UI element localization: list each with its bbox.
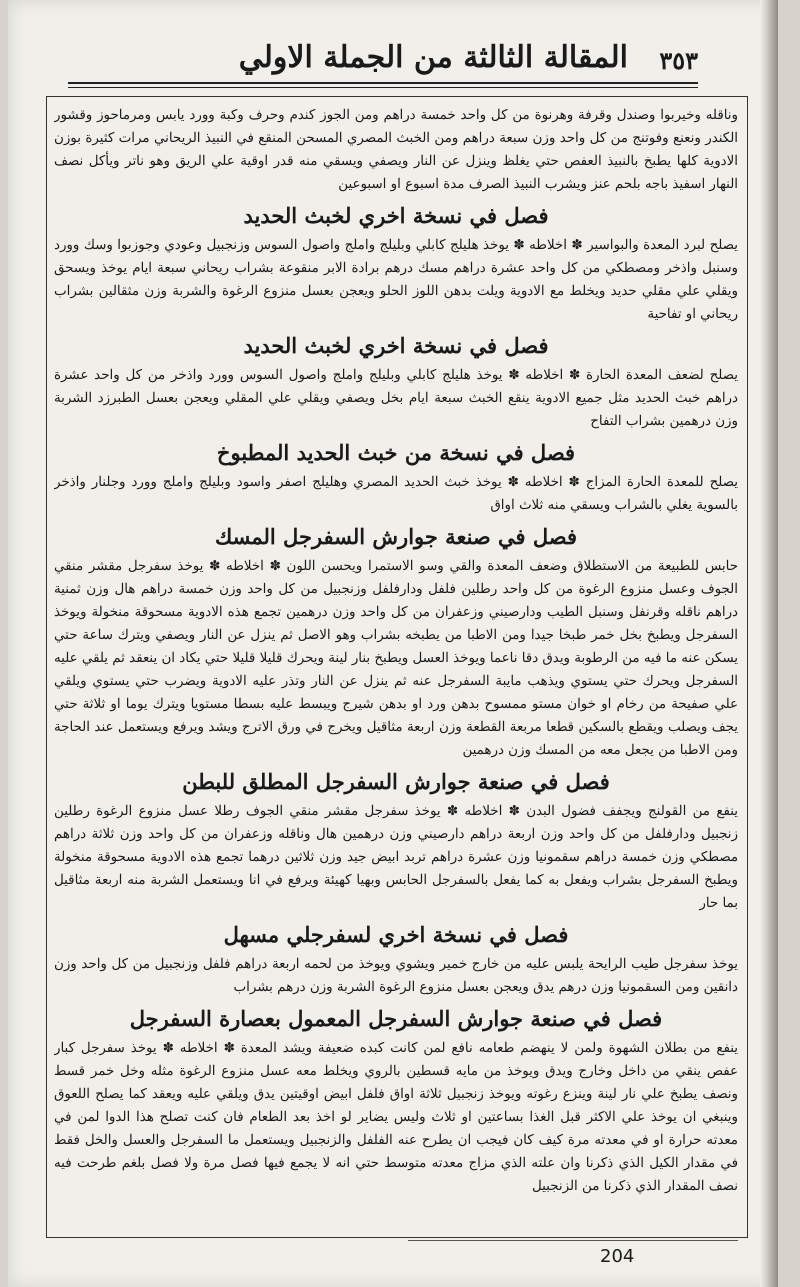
section-heading-2: فصل في نسخة اخري لخبث الحديد	[243, 333, 549, 358]
section-text-4: حابس للطبيعة من الاستطلاق وضعف المعدة والقي وسو الاستمرا ويحسن اللون ✽ اخلاطه ✽ يوخذ سفرجل مقشر منقي الجوف وعسل منزوع الرغوة من كل واحد رطلين فلفل ودارفلفل وزنجبيل من كل واحد وزن خمسة دراهم هال وزن ثمنية دراهم ناقله وقرنفل وسنبل الطيب ودارصيني وزعفران من كل واحد وزن درهمين تجمع هذه الادوية مسحوقة منخولة ويوخذ السفرجل ويطبخ بخل خمر طبخا جيدا ومن الاطبا من يطبخه بشراب وهو الاصل ثم ينزل عن النار ويصفي ويترك ساعة حتي يسكن عنه ما فيه من الرطوبة ويدق دقا ناعما ويوخذ العسل ويطبخ بنار لينة ويحرك قليلا قليلا حتي يكاد ان ينعقد ثم يلقي عليه السفرجل ويحرك حتي يستوي ويذهب مايبة السفرجل عنه ثم ينزل عن النار وتذر عليه الادوية ويضرب حتي يستوي ويلقي علي صفيحة من رخام او خوان مستو ممسوح بدهن ورد او بدهن شيرج ويبسط عليه بسطا مستويا ويترك يوما او ثلاثة حتي يجف ويصلب ويقطع بالسكين قطعا مربعة القطعة وزن اربعة مثاقيل ويخرج في ورق الاترج ويشد ويرفع ويستعمل عند الحاجة ومن الاطبا من يجعل معه من المسك وزن درهمين	[54, 559, 738, 758]
header-page-number: ٣٥٣	[659, 46, 698, 75]
section-text-5: ينفع من القولنج ويجفف فضول البدن ✽ اخلاطه ✽ يوخذ سفرجل مقشر منقي الجوف رطلا عسل منزوع الرغوة رطلين زنجبيل ودارفلفل من كل واحد وزن اربعة دراهم دارصيني وزن درهمين هال وناقله وزعفران من كل واحد وزن ثلاثة دراهم مصطكي وزن خمسة دراهم سقمونيا وزن عشرة دراهم تربد ابيض جيد وزن ثلاثين درهما تجمع هذه الادوية مسحوقة منخولة ويطبخ السفرجل بشراب ويفعل به كما يفعل بالسفرجل الحابس وبهيا كهيئة ويرفع في انا ويستعمل الشربة منه اربعة مثاقيل بما حار	[54, 804, 738, 911]
book-spine-shadow	[760, 0, 778, 1287]
section-text-1: يصلح لبرد المعدة والبواسير ✽ اخلاطه ✽ يوخذ هليلج كابلي وبليلج واملج واصول السوس وزنجبيل وعودي وجوزبوا وسك وورد وسنبل واذخر ومصطكي من كل واحد عشرة دراهم مسك درهم برادة الابر منقوعة بشراب ريحاني سبعة ايام يوخذ ويسحق ويقلي علي مقلي حديد ويخلط مع الادوية ويلت بدهن اللوز الحلو ويعجن بعسل منزوع الرغوة والشربة وزن مثقالين بشراب ريحاني او تفاحية	[54, 238, 738, 322]
page-header	[68, 28, 698, 88]
footer-page-number: 204	[600, 1246, 635, 1267]
section-heading-4: فصل في صنعة جوارش السفرجل المسك	[214, 524, 578, 549]
section-heading-5: فصل في صنعة جوارش السفرجل المطلق للبطن	[182, 769, 610, 794]
book-page	[8, 0, 778, 1287]
text-body	[54, 104, 738, 1234]
section-text-3: يصلح للمعدة الحارة المزاج ✽ اخلاطه ✽ يوخذ خبث الحديد المصري وهليلج اصفر واسود وبليلج واملج وورد وجلنار واذخر بالسوية يغلي بالشراب ويسقي منه ثلاث اواق	[54, 475, 738, 513]
running-title: المقالة الثالثة من الجملة الاولي	[238, 40, 628, 75]
section-text-6: يوخذ سفرجل طيب الرايحة يلبس عليه من خارج خمير ويشوي ويوخذ من لحمه اربعة دراهم فلفل وزنجبيل من كل واحد وزن دانقين ومن السقمونيا وزن درهم يدق ويعجن بعسل منزوع الرغوة الشربة وزن درهم بشراب	[54, 957, 738, 995]
section-text-7: ينفع من بطلان الشهوة ولمن لا ينهضم طعامه نافع لمن كانت كبده ضعيفة ويشد المعدة ✽ اخلاطه ✽ يوخذ سفرجل كبار عفص ينقي من داخل وخارج ويدق ويوخذ من مايه قسطين بالروي ويخلط معه عسل منزوع الرغوة مثله وخل خمر قسط ونصف يطبخ علي نار لينة وينزع رغوته ويوخذ زنجبيل ثلاثة اواق فلفل ابيض اوقيتين يدق ويلقي عليه ويعقد كما يصلح اللعوق وينبغي ان يوخذ علي الاكثر قبل الغذا بساعتين او ثلاث وليس يضاير لو اخذ بعد الطعام فان كنت تصلح هذا الدوا لمن في معدته حرارة او في معدته مرة كيف كان فيجب ان يطرح عنه الفلفل والزنجبيل ويستعمل ما السفرجل والعسل والخل فقط في مقدار الكيل الذي ذكرنا وان علته الذي مزاج معدته متوسط حتي انه لا يجمع فيها فصل مرة ولا فصل بلغم طرحت فيه نصف المقدار الذي ذكرنا من الزنجبيل	[54, 1041, 738, 1194]
header-rule	[68, 82, 698, 88]
section-heading-1: فصل في نسخة اخري لخبث الحديد	[243, 203, 549, 228]
section-heading-3: فصل في نسخة من خبث الحديد المطبوخ	[216, 440, 576, 465]
footer-rule	[408, 1240, 738, 1241]
section-text-2: يصلح لضعف المعدة الحارة ✽ اخلاطه ✽ يوخذ هليلج كابلي وبليلج واملج واصول السوس وورد واذخر من كل واحد عشرة دراهم خبث الحديد مثل جميع الادوية ينقع الخبث سبعة ايام بخل ويصفي ويقلي علي المقلي ويعجن بعسل الطبرزد الشربة وزن درهمين بشراب التفاح	[54, 368, 738, 429]
section-heading-6: فصل في نسخة اخري لسفرجلي مسهل	[223, 922, 569, 947]
intro-paragraph: وناقله وخيربوا وصندل وقرفة وهرنوة من كل واحد خمسة دراهم ومن الجوز كندم وحرف وكبة وورد يابس ومرماحوز وقشور الكندر ونعنع وفوتنج من كل واحد وزن سبعة دراهم ومن الخبث المصري المسحن المنقع في النبيذ الريحاني مرات كثيرة بوزن الادوية كلها يطبخ بالنبيذ العفص حتي يغلظ وينزل عن النار ويصفي ويسقي منه قدر اوقية علي الريق وهو ناتر ويأكل نصف النهار اسفيذ باجه بلحم عنز ويشرب النبيذ الصرف مدة اسبوع او اسبوعين	[54, 108, 738, 192]
section-heading-7: فصل في صنعة جوارش السفرجل المعمول بعصارة السفرجل	[129, 1006, 663, 1031]
